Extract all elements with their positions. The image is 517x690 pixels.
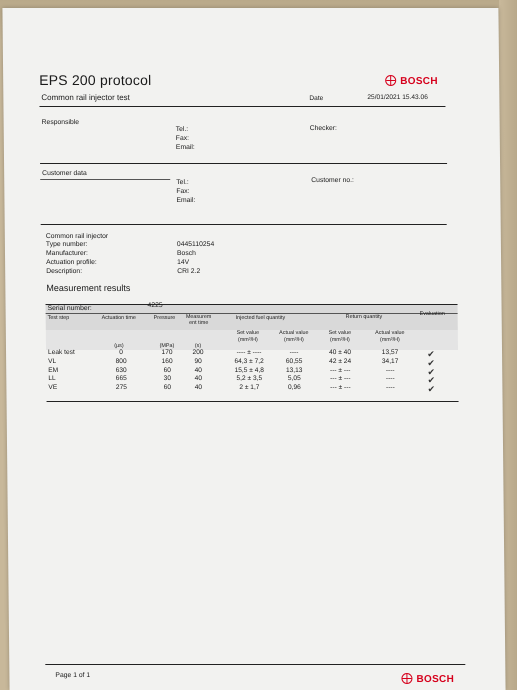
bosch-armature-icon [385, 75, 396, 86]
actuation-unit: (µs) [114, 343, 124, 349]
bosch-armature-icon [401, 673, 412, 684]
inj-actual-unit: (mm³/H) [283, 337, 304, 343]
table-cell-ret-set: 40 ± 40 [329, 349, 352, 356]
manufacturer-label: Manufacturer: [45, 250, 88, 257]
inj-set-unit: (mm³/H) [237, 337, 258, 343]
table-cell-ret-set: --- ± --- [330, 375, 351, 383]
table-cell-time: 40 [194, 384, 203, 392]
table-cell-ret-set: --- ± --- [330, 384, 351, 392]
table-cell-time: 40 [194, 366, 202, 374]
table-header-rule [46, 313, 458, 314]
table-cell-act: 630 [115, 366, 127, 374]
col-injected-fuel: Injected fuel quantity [235, 315, 286, 321]
actuation-profile-value: 14V [177, 259, 190, 266]
checker-label: Checker: [309, 125, 337, 132]
customer-data-label: Customer data [42, 170, 87, 177]
table-cell-inj-set: 15,5 ± 4,8 [234, 366, 264, 374]
responsible-divider [40, 163, 447, 164]
table-cell-ret-act: 13,57 [381, 349, 399, 356]
measurement-results-heading: Measurement results [46, 283, 131, 293]
type-number-value: 0445110254 [176, 241, 215, 248]
table-cell-inj-act: 0,96 [287, 384, 301, 392]
table-cell-ret-act: 34,17 [381, 357, 399, 365]
checkmark-icon: ✔ [427, 384, 436, 395]
footer-bosch-logo: BOSCH [401, 669, 454, 687]
col-actuation-time: Actuation time [101, 315, 136, 321]
pressure-unit: (MPa) [159, 343, 175, 349]
table-cell-press: 160 [161, 357, 173, 365]
ret-actual-value-header: Actual value [375, 330, 405, 336]
type-number-label: Type number: [45, 241, 88, 248]
table-cell-step: VL [48, 357, 57, 365]
customer-underline [40, 179, 170, 180]
table-cell-ret-set: 42 ± 24 [329, 357, 352, 365]
date-value: 25/01/2021 15.43.06 [367, 94, 428, 101]
checkmark-icon: ✔ [427, 357, 435, 368]
inj-actual-value-header: Actual value [279, 330, 309, 336]
description-label: Description: [46, 268, 83, 275]
responsible-email: Email: [175, 144, 195, 151]
table-cell-step: VE [48, 384, 58, 392]
manufacturer-value: Bosch [176, 250, 196, 257]
col-evaluation: Evaluation [419, 311, 445, 317]
checkmark-icon: ✔ [427, 349, 435, 359]
serial-number-label: Serial number: [47, 305, 92, 312]
page-number: Page 1 of 1 [55, 672, 91, 679]
table-cell-press: 60 [163, 366, 171, 374]
ret-set-value-header: Set value [328, 330, 352, 336]
ret-actual-unit: (mm³/H) [379, 337, 400, 343]
table-cell-step: Leak test [48, 349, 75, 356]
table-cell-step: EM [48, 366, 59, 374]
customer-no-label: Customer no.: [311, 177, 354, 184]
table-cell-step: LL [48, 375, 56, 383]
table-cell-inj-act: 13,13 [285, 366, 303, 374]
table-cell-inj-set: 2 ± 1,7 [239, 384, 260, 392]
responsible-fax: Fax: [175, 135, 190, 142]
table-cell-inj-act: 5,05 [287, 375, 301, 383]
bosch-logo: BOSCH [385, 71, 438, 89]
document-title: EPS 200 protocol [39, 72, 152, 88]
time-unit: (s) [194, 343, 202, 349]
table-cell-act: 800 [115, 357, 127, 365]
table-cell-inj-set: ---- ± ---- [236, 349, 262, 356]
checkmark-icon: ✔ [427, 375, 436, 386]
date-label: Date [309, 95, 324, 102]
col-measurement-time: Measurem ent time [185, 314, 212, 326]
table-cell-inj-set: 5,2 ± 3,5 [236, 375, 263, 383]
table-cell-time: 90 [194, 357, 202, 365]
col-test-step: Test step [47, 315, 70, 321]
table-cell-ret-set: --- ± --- [329, 366, 351, 374]
ret-set-unit: (mm³/H) [329, 337, 350, 343]
table-cell-act: 0 [119, 349, 123, 356]
table-cell-ret-act: ---- [385, 366, 395, 374]
table-cell-time: 200 [192, 349, 204, 356]
table-cell-act: 275 [115, 384, 127, 392]
table-cell-inj-set: 64,3 ± 7,2 [234, 357, 264, 365]
responsible-label: Responsible [41, 119, 80, 126]
serial-number-value: 4225 [147, 302, 163, 309]
col-pressure: Pressure [153, 315, 176, 321]
table-cell-press: 170 [161, 349, 173, 356]
table-cell-act: 665 [115, 375, 127, 383]
description-value: CRI 2.2 [177, 268, 201, 275]
responsible-tel: Tel.: [175, 126, 189, 133]
customer-divider [41, 224, 447, 225]
table-top-rule [46, 304, 458, 305]
actuation-profile-label: Actuation profile: [46, 259, 97, 266]
customer-email: Email: [176, 197, 196, 204]
customer-tel: Tel.: [176, 179, 189, 186]
table-cell-inj-act: 60,55 [285, 357, 303, 365]
document-subtitle: Common rail injector test [41, 93, 130, 102]
col-return-quantity: Return quantity [345, 314, 383, 320]
protocol-sheet [2, 8, 505, 690]
table-cell-press: 60 [163, 384, 172, 392]
table-bottom-rule [47, 401, 459, 402]
table-cell-ret-act: ---- [385, 384, 395, 392]
inj-set-value-header: Set value [236, 330, 260, 336]
table-cell-press: 30 [163, 375, 172, 383]
customer-fax: Fax: [176, 188, 190, 195]
injector-section-label: Common rail injector [45, 233, 109, 240]
header-divider [39, 106, 445, 107]
table-cell-ret-act: ---- [385, 375, 395, 383]
footer-rule [45, 664, 465, 665]
table-cell-inj-act: ---- [289, 349, 299, 356]
table-cell-time: 40 [194, 375, 203, 383]
checkmark-icon: ✔ [427, 366, 436, 377]
